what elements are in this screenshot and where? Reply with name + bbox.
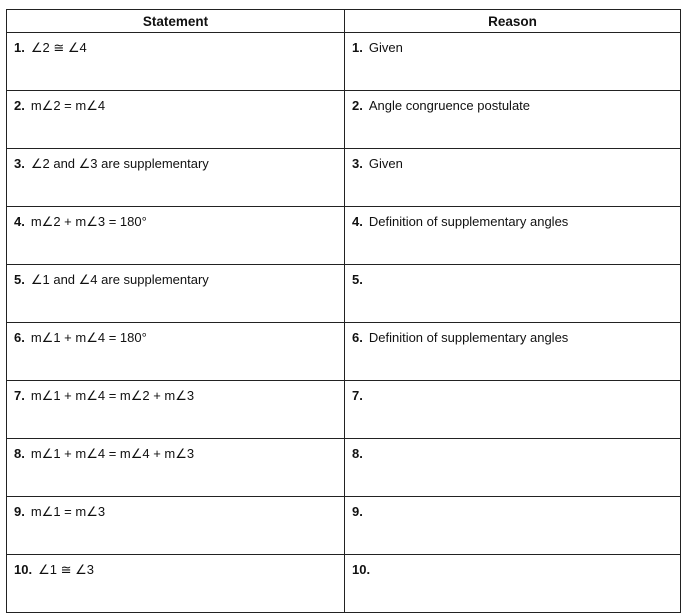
step-number: 6. <box>14 330 25 345</box>
statement-text: m∠1 + m∠4 = m∠4 + m∠3 <box>30 446 195 461</box>
statement-text: ∠1 and ∠4 are supplementary <box>30 272 209 287</box>
statement-cell <box>7 91 345 149</box>
reason-cell <box>345 439 681 497</box>
reason-cell <box>345 207 681 265</box>
step-number: 6. <box>352 330 363 345</box>
step-number: 9. <box>14 504 25 519</box>
reason-cell <box>345 497 681 555</box>
statement-text: m∠1 + m∠4 = 180° <box>30 330 147 345</box>
statement-text: ∠2 and ∠3 are supplementary <box>30 156 209 171</box>
proof-row <box>7 149 681 207</box>
proof-row <box>7 33 681 91</box>
step-number: 10. <box>352 562 371 577</box>
statement-cell <box>7 207 345 265</box>
statement-cell <box>7 555 345 613</box>
step-number: 2. <box>14 98 25 113</box>
statement-text: ∠1 ≅ ∠3 <box>38 562 94 577</box>
reason-cell <box>345 149 681 207</box>
step-number: 9. <box>352 504 363 519</box>
reason-text: Given <box>368 40 403 55</box>
step-number: 3. <box>14 156 25 171</box>
step-number: 2. <box>352 98 363 113</box>
reason-cell <box>345 33 681 91</box>
proof-row <box>7 381 681 439</box>
statement-cell <box>7 381 345 439</box>
proof-row <box>7 265 681 323</box>
reason-text: Angle congruence postulate <box>368 98 531 113</box>
step-number: 1. <box>352 40 363 55</box>
proof-row <box>7 91 681 149</box>
statement-header: Statement <box>7 10 345 33</box>
reason-cell <box>345 265 681 323</box>
statement-cell <box>7 439 345 497</box>
reason-text: Definition of supplementary angles <box>368 214 569 229</box>
reason-text: Definition of supplementary angles <box>368 330 569 345</box>
step-number: 5. <box>352 272 363 287</box>
proof-row <box>7 207 681 265</box>
reason-cell <box>345 91 681 149</box>
step-number: 7. <box>14 388 25 403</box>
reason-cell <box>345 381 681 439</box>
statement-cell <box>7 149 345 207</box>
proof-body <box>7 33 681 613</box>
statement-text: m∠1 = m∠3 <box>30 504 106 519</box>
reason-cell <box>345 555 681 613</box>
statement-text: m∠2 = m∠4 <box>30 98 106 113</box>
step-number: 8. <box>352 446 363 461</box>
step-number: 4. <box>352 214 363 229</box>
step-number: 7. <box>352 388 363 403</box>
proof-row <box>7 439 681 497</box>
statement-cell <box>7 497 345 555</box>
step-number: 10. <box>14 562 33 577</box>
proof-row <box>7 555 681 613</box>
reason-text: Given <box>368 156 403 171</box>
reason-cell <box>345 323 681 381</box>
statement-text: m∠1 + m∠4 = m∠2 + m∠3 <box>30 388 195 403</box>
step-number: 4. <box>14 214 25 229</box>
step-number: 1. <box>14 40 25 55</box>
step-number: 8. <box>14 446 25 461</box>
statement-cell <box>7 265 345 323</box>
statement-text: m∠2 + m∠3 = 180° <box>30 214 147 229</box>
step-number: 5. <box>14 272 25 287</box>
header-row <box>7 10 681 33</box>
statement-cell <box>7 33 345 91</box>
proof-row <box>7 323 681 381</box>
step-number: 3. <box>352 156 363 171</box>
reason-header: Reason <box>345 10 681 33</box>
proof-table <box>6 9 681 613</box>
proof-row <box>7 497 681 555</box>
statement-cell <box>7 323 345 381</box>
statement-text: ∠2 ≅ ∠4 <box>30 40 87 55</box>
